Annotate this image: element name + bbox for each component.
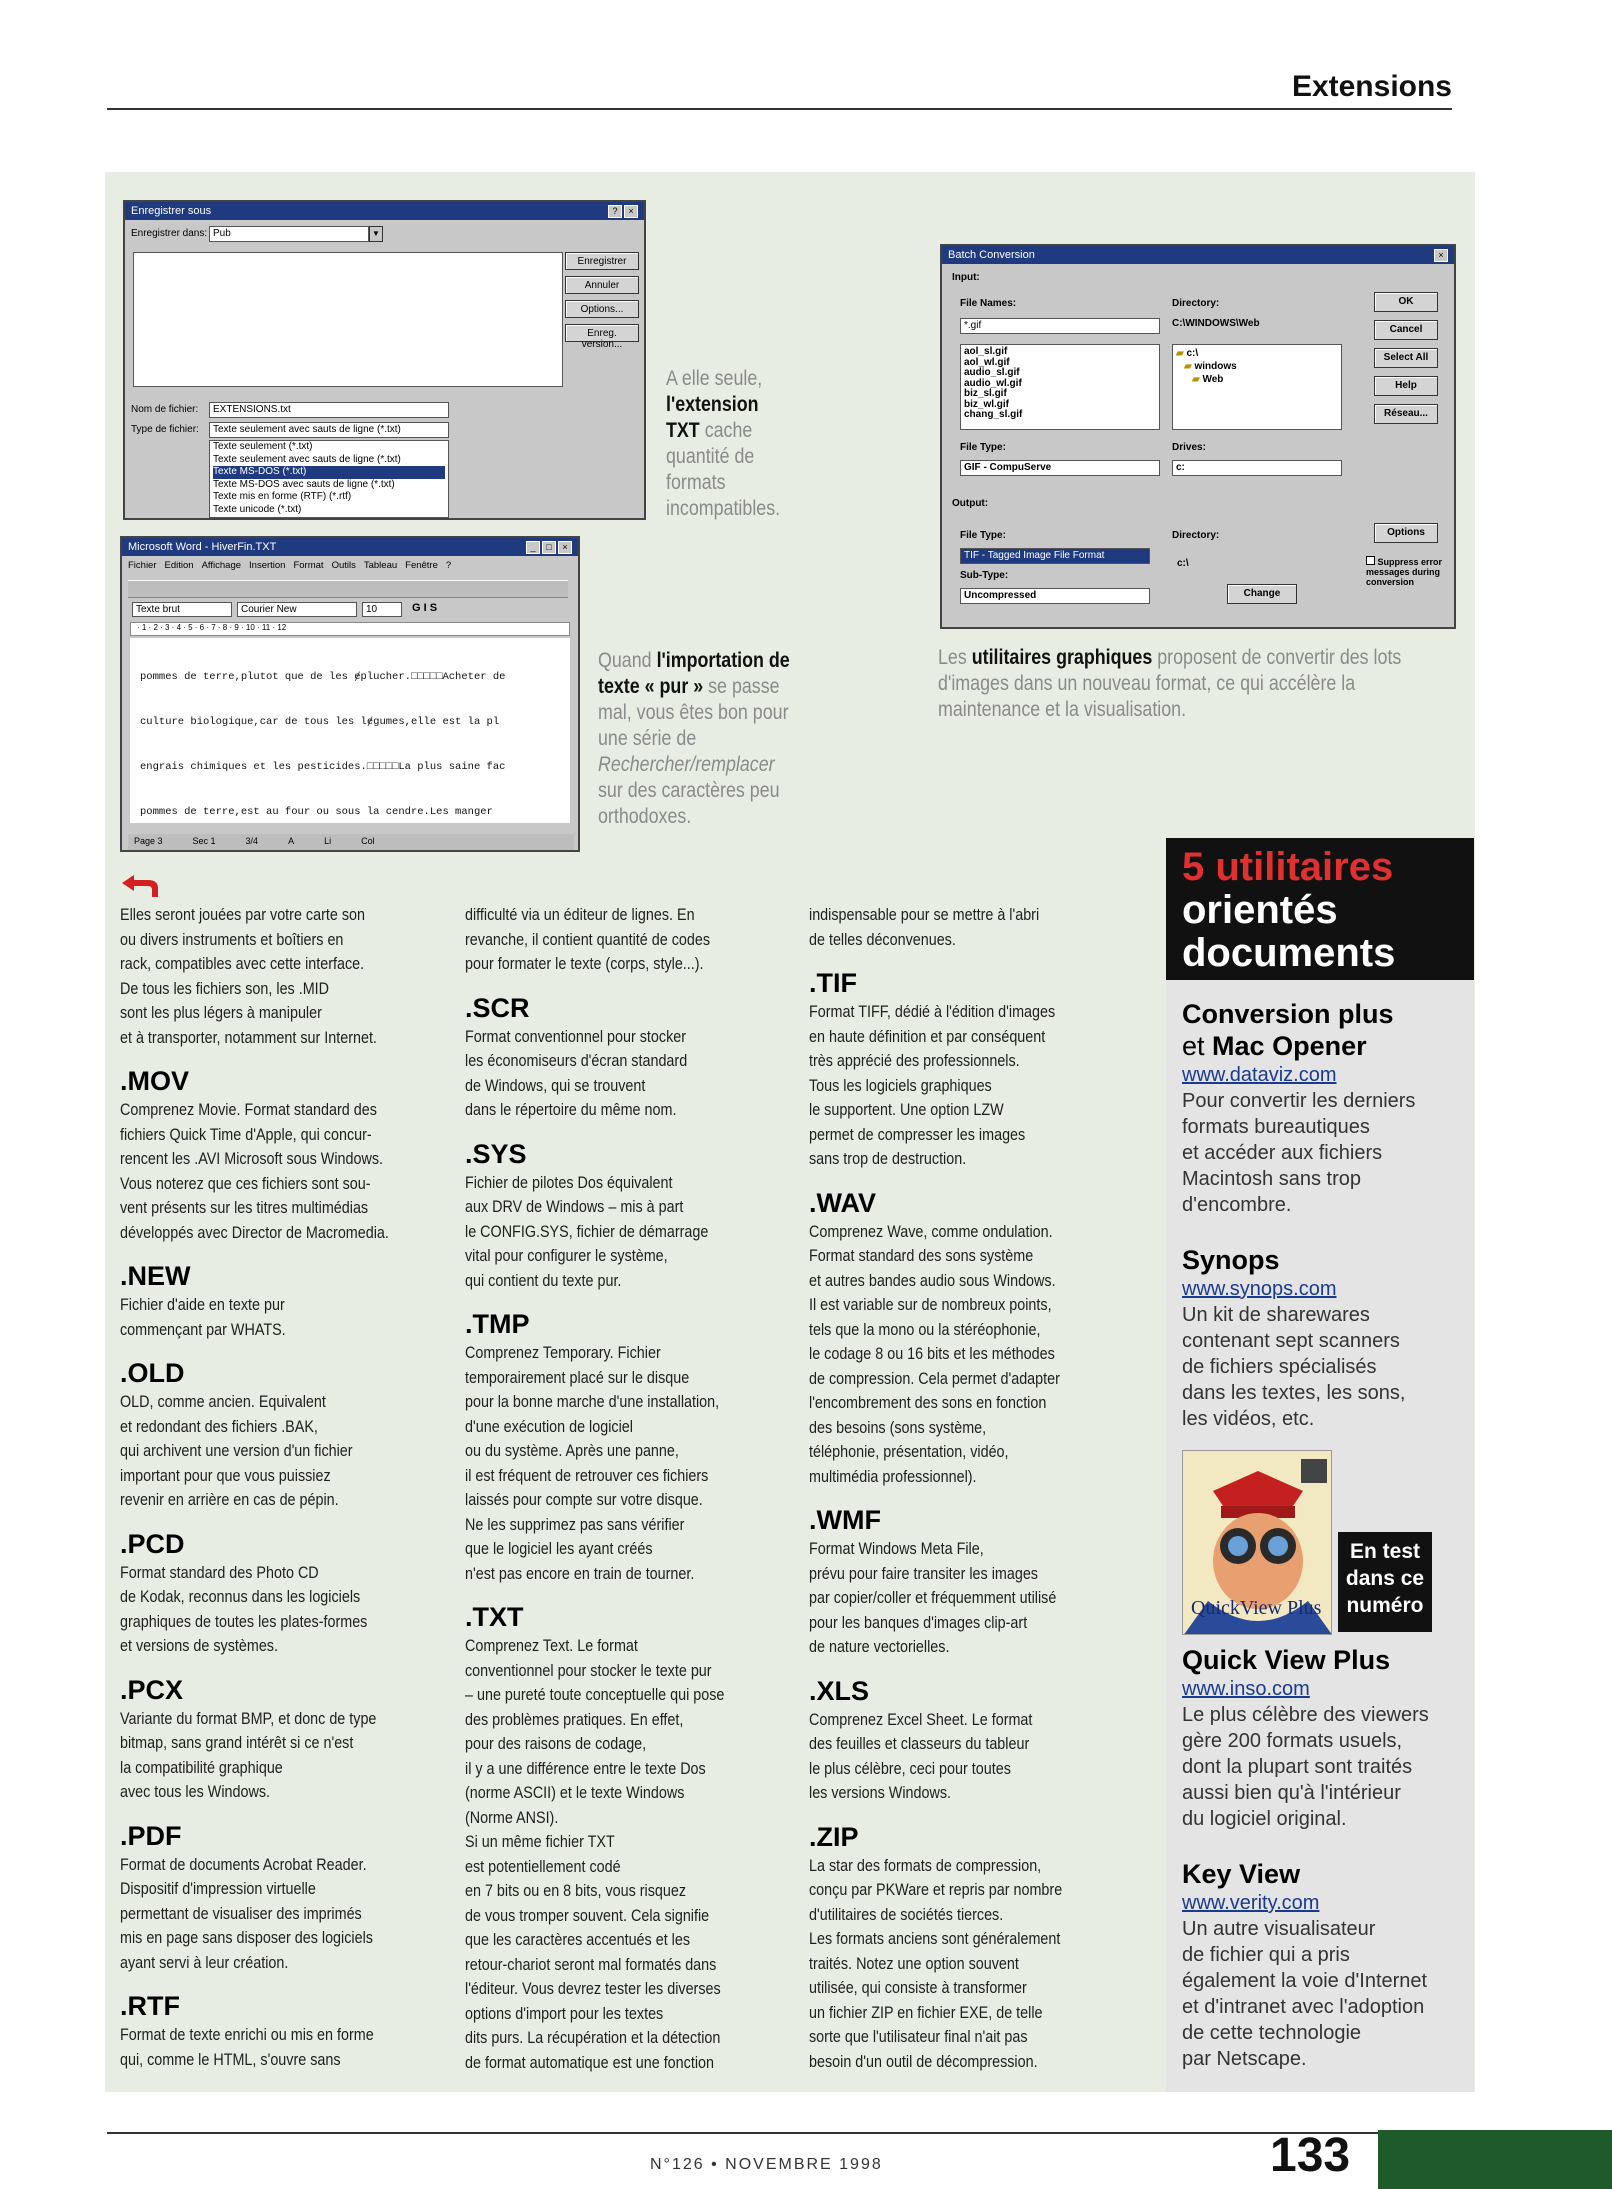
filetype-option: Texte seulement avec sauts de ligne (*.txt) [213, 453, 401, 465]
save-dialog-titlebar [125, 202, 644, 220]
ok-button: OK [1374, 292, 1438, 312]
section-title: Extensions [1291, 70, 1452, 103]
output-options-button: Options [1374, 523, 1438, 543]
save-in-label: Enregistrer dans: [131, 228, 208, 239]
caption-text: Les [938, 646, 967, 669]
file-list-item: chang_sl.gif [964, 409, 1023, 420]
entry-body: Comprenez Movie. Format standard des fichiers Quick Time d'Apple, qui concur- rencent les .AVI Microsoft sous Windows. Vous noterez que ces fichiers sont sou- vent présents sur les titres multimédias développés avec Director de Macromedia. [120, 1101, 389, 1242]
folder-label: Web [1202, 374, 1224, 385]
entry-heading: .XLS [809, 1675, 870, 1706]
size-field: 10 [362, 602, 402, 617]
sidebar-number: 5 [1182, 845, 1205, 889]
word-document-text [140, 640, 560, 852]
filetype-options-list [209, 440, 449, 518]
sub-type-field: Uncompressed [960, 588, 1150, 604]
status-item: 3/4 [245, 836, 259, 846]
drives-label: Drives: [1172, 442, 1206, 453]
page-number: 133 [1270, 2129, 1351, 2182]
file-list-item: audio_sl.gif [964, 367, 1020, 378]
save-dialog-screenshot [123, 200, 646, 520]
status-item: A [288, 836, 295, 846]
word-titlebar [122, 538, 578, 556]
help-icon: ? [608, 205, 622, 218]
entry-body: Comprenez Text. Le format conventionnel pour stocker le texte pur – une pureté toute conceptuelle qui pose des problèmes pratiques. En effet, pour des raisons de codage, il y a une différence entre le texte Dos (norme ASCII) et le texte Windows (Norme ANSI). Si un même fichier TXT est potentiellement codé en 7 bits ou en 8 bits, vous risquez de vous tromper souvent. Cela signifie que les caractères accentués et les retour-chariot seront mal formatés dans l'éditeur. Vous devrez tester les diverses options d'import pour les textes dits purs. La récupération et la détection de format automatique est une fonction [465, 1637, 725, 2072]
menu-item: ? [445, 560, 452, 571]
file-list-item: audio_wl.gif [964, 377, 1022, 389]
close-icon: × [558, 541, 572, 554]
caption-text: A elle seule, [666, 367, 763, 390]
entry-heading: .PDF [120, 1820, 182, 1851]
maximize-icon: □ [542, 541, 556, 554]
column-1 [120, 903, 440, 2072]
save-dialog-title: Enregistrer sous [131, 205, 212, 217]
product-description: Pour convertir les derniers formats bureautiques et accéder aux fichiers Macintosh sans trop d'encombre. [1182, 1090, 1416, 1216]
entry-body: Comprenez Wave, comme ondulation. Format standard des sons système et autres bandes audio sous Windows. Il est variable sur de nombreux points, tels que la mono ou la stéréophonie, le codage 8 ou 16 bits et les méthodes de compression. Cela permet d'adapter l'encombrement des sons en fonction des besoins (sons système, téléphonie, présentation, vidéo, multimédia professionnel). [809, 1222, 1060, 1486]
out-directory-label: Directory: [1172, 530, 1220, 541]
batch-title: Batch Conversion [948, 249, 1035, 261]
caption-text: cache quantité de formats incompatibles. [666, 419, 781, 520]
folder-item [1176, 360, 1338, 373]
suppress-label: Suppress error messages during conversion [1366, 557, 1443, 587]
entry-heading: .TMP [465, 1309, 530, 1339]
product-link[interactable]: www.synops.com [1182, 1278, 1337, 1300]
entry-name [1182, 998, 1467, 1030]
entry-name: Key View [1182, 1859, 1301, 1889]
status-item: Col [361, 836, 375, 846]
quickview-box-label: QuickView Plus [1191, 1597, 1322, 1619]
entry-heading: .PCX [120, 1674, 184, 1705]
file-list-item: biz_wl.gif [964, 398, 1009, 410]
entry-heading: .TIF [809, 968, 857, 998]
product-link[interactable]: www.inso.com [1182, 1678, 1310, 1700]
document-line [140, 850, 560, 852]
cancel-button: Annuler [565, 276, 639, 294]
directory-label: Directory: [1172, 298, 1220, 309]
menu-item: Fichier [128, 560, 157, 571]
entry-heading: .MOV [120, 1066, 190, 1096]
entry-body: La star des formats de compression, conçu par PKWare et repris par nombre d'utilitaires de sociétés tierces. Les formats anciens sont généralement traités. Notez une option souvent utilisée, qui consiste à transformer un fichier ZIP en fichier EXE, de telle sorte que l'utilisateur final n'ait pas besoin d'un outil de décompression. [809, 1856, 1063, 2071]
entry-heading: .WAV [809, 1187, 876, 1218]
product-link[interactable]: www.verity.com [1182, 1892, 1320, 1914]
filetype-label: Type de fichier: [131, 424, 199, 435]
format-buttons: G I S [412, 602, 438, 614]
word-window-screenshot [120, 536, 580, 852]
document-line: pommes de terre,est au four ou sous la cendre.Les manger [140, 806, 493, 818]
directory-value: C:\WINDOWS\Web [1172, 318, 1260, 329]
joiner: et [1182, 1031, 1205, 1061]
menu-item: Edition [164, 560, 194, 571]
entry-heading: .PCD [120, 1528, 185, 1559]
caption-bold: utilitaires graphiques [971, 646, 1153, 669]
entry-body: Fichier de pilotes Dos équivalent aux DRV de Windows – mis à part le CONFIG.SYS, fichier de démarrage vital pour configurer le système, qui contient du texte pur. [465, 1173, 709, 1290]
file-names-field: *.gif [960, 318, 1160, 334]
input-label: Input: [952, 272, 980, 283]
word-title: Microsoft Word - HiverFin.TXT [128, 541, 277, 553]
menu-item: Insertion [249, 560, 286, 571]
continuation-arrow-icon [120, 873, 160, 899]
menu-item: Fenêtre [405, 560, 438, 571]
caption-text: sur des caractères peu orthodoxes. [598, 779, 780, 828]
filetype-option: Texte mis en forme (RTF) (*.rtf) [213, 491, 352, 502]
suppress-checkbox [1366, 556, 1452, 587]
footer-rule [107, 2132, 1382, 2134]
caption-text: Quand [598, 649, 652, 672]
options-button: Options... [565, 300, 639, 318]
folder-icon: ▰ [1192, 374, 1200, 385]
chevron-down-icon: ▼ [369, 226, 383, 242]
folder-icon: ▰ [1184, 361, 1192, 372]
entry-heading: .TXT [465, 1602, 524, 1632]
close-icon: × [1434, 249, 1448, 262]
column-intro: difficulté via un éditeur de lignes. En revanche, il contient quantité de codes pour formater le texte (corps, style...). [465, 906, 711, 973]
column-intro: indispensable pour se mettre à l'abri de telles déconvenues. [809, 906, 1040, 949]
entry-body: Fichier d'aide en texte pur commençant par WHATS. [120, 1296, 286, 1339]
entry-body: Format TIFF, dédié à l'édition d'images en haute définition et par conséquent très apprécié des professionnels. Tous les logiciels graphiques le supportent. Une option LZW permet de compresser les images sans trop de destruction. [809, 1003, 1056, 1168]
entry-name [1182, 1030, 1467, 1062]
file-list [960, 344, 1160, 430]
change-button: Change [1227, 584, 1297, 604]
menu-item: Format [293, 560, 324, 571]
menu-item: Tableau [363, 560, 398, 571]
sidebar-entry-quick-view-plus [1182, 1644, 1467, 1832]
file-type-field: GIF - CompuServe [960, 460, 1160, 476]
caption-bold: l'importation de texte « pur » [598, 649, 790, 698]
caption-text: se passe mal, vous êtes bon pour une série de [598, 675, 789, 750]
menu-item: Affichage [201, 560, 242, 571]
entry-body: Comprenez Excel Sheet. Le format des feuilles et classeurs du tableur le plus célèbre, ceci pour toutes les versions Windows. [809, 1710, 1033, 1802]
document-line: engrais chimiques et les pesticides.□□□□□La plus saine fac [140, 761, 506, 773]
batch-titlebar [942, 246, 1454, 264]
column-3 [809, 903, 1129, 2074]
network-button: Réseau... [1374, 404, 1438, 424]
output-label: Output: [952, 498, 989, 509]
folder-label: c:\ [1186, 348, 1199, 359]
product-link[interactable]: www.dataviz.com [1182, 1064, 1337, 1086]
entry-body: Format Windows Meta File, prévu pour faire transiter les images par copier/coller et fréquemment utilisé pour les banques d'images clip-art de nature vectorielles. [809, 1540, 1057, 1656]
sidebar-entry-conversion-plus [1182, 998, 1467, 1218]
directory-tree [1172, 344, 1342, 430]
column-intro: Elles seront jouées par votre carte son ou divers instruments et boîtiers en rack, compatibles avec cette interface. De tous les fichiers son, les .MID sont les plus légers à manipuler et à transporter, notamment sur Internet. [120, 906, 377, 1047]
sidebar-title-line: documents [1182, 931, 1396, 975]
sidebar-box [1166, 838, 1474, 2092]
font-field: Courier New [237, 602, 357, 617]
entry-body: Format standard des Photo CD de Kodak, reconnus dans les logiciels graphiques de toutes les plates-formes et versions de systèmes. [120, 1563, 368, 1655]
file-names-label: File Names: [960, 298, 1017, 309]
sidebar-title-red: utilitaires [1215, 845, 1394, 889]
footer-color-tab [1378, 2130, 1612, 2189]
save-in-field: Pub [209, 226, 369, 242]
sidebar-heading [1166, 838, 1474, 980]
product-description: Le plus célèbre des viewers gère 200 formats usuels, dont la plupart sont traités aussi bien qu'à l'intérieur du logiciel original. [1182, 1704, 1429, 1830]
in-test-badge: En test dans ce numéro [1338, 1532, 1432, 1632]
entry-body: Format de texte enrichi ou mis en forme qui, comme le HTML, s'ouvre sans [120, 2026, 374, 2069]
out-directory-value: c:\ [1177, 558, 1189, 569]
sub-type-label: Sub-Type: [960, 570, 1009, 581]
document-line: culture biologique,car de tous les lɇgumes,elle est la pl [140, 716, 500, 728]
entry-heading: .RTF [120, 1991, 180, 2021]
word-toolbar [128, 580, 568, 598]
document-line: pommes de terre,plutot que de les ɇplucher.□□□□□Acheter de [140, 671, 506, 683]
style-field: Texte brut [132, 602, 232, 617]
filetype-option: Texte unicode (*.txt) [213, 503, 302, 515]
filename-label: Nom de fichier: [131, 404, 199, 415]
product-description: Un autre visualisateur de fichier qui a pris également la voie d'Internet et d'intranet avec l'adoption de cette technologie par Netscape. [1182, 1918, 1428, 2070]
product-name: Mac Opener [1212, 1031, 1367, 1061]
entry-heading: .SYS [465, 1138, 527, 1169]
caption-graphic [938, 645, 1414, 723]
column-2 [465, 903, 785, 2075]
entry-body: Format de documents Acrobat Reader. Dispositif d'impression virtuelle permettant de visualiser des imprimés mis en page sans disposer des logiciels ayant servi à leur création. [120, 1855, 373, 1972]
entry-heading: .ZIP [809, 1821, 859, 1852]
product-description: Un kit de sharewares contenant sept scanners de fichiers spécialisés dans les textes, les sons, les vidéos, etc. [1182, 1304, 1406, 1430]
folder-item [1176, 347, 1338, 360]
filetype-option-selected: Texte MS-DOS (*.txt) [213, 466, 445, 479]
sidebar-entry-key-view [1182, 1858, 1467, 2072]
entry-heading: .NEW [120, 1261, 191, 1291]
word-menubar [128, 560, 451, 571]
caption-bold: l'extension TXT [666, 393, 759, 442]
menu-item: Outils [331, 560, 356, 571]
product-name: Conversion plus [1182, 999, 1394, 1029]
status-item: Sec 1 [192, 836, 216, 846]
entry-name: Quick View Plus [1182, 1645, 1391, 1675]
status-item: Li [324, 836, 332, 846]
folder-item [1176, 373, 1338, 386]
batch-dialog-screenshot [940, 244, 1456, 629]
file-list-item: aol_wl.gif [964, 356, 1010, 368]
file-list-item: biz_sl.gif [964, 388, 1007, 399]
caption-italic: Rechercher/remplacer [598, 753, 775, 776]
entry-name: Synops [1182, 1245, 1280, 1275]
entry-heading: .WMF [809, 1505, 881, 1535]
sidebar-title-line: orientés [1182, 888, 1338, 932]
issue-info: N°126 • NOVEMBRE 1998 [650, 2156, 883, 2173]
close-icon: × [624, 205, 638, 218]
entry-body: Format conventionnel pour stocker les économiseurs d'écran standard de Windows, qui se trouvent dans le répertoire du même nom. [465, 1027, 688, 1119]
out-file-type-field: TIF - Tagged Image File Format [960, 548, 1150, 564]
cancel-button: Cancel [1374, 320, 1438, 340]
word-ruler: · 1 · 2 · 3 · 4 · 5 · 6 · 7 · 8 · 9 · 10 · 11 · 12 [130, 622, 570, 636]
folder-label: windows [1194, 361, 1237, 372]
sidebar-entry-synops [1182, 1244, 1467, 1432]
out-file-type-label: File Type: [960, 530, 1006, 541]
caption-txt [666, 366, 794, 522]
entry-heading: .SCR [465, 992, 530, 1023]
filetype-option: Texte seulement (*.txt) [213, 441, 313, 452]
header-rule [107, 108, 1452, 110]
entry-body: Comprenez Temporary. Fichier temporairement placé sur le disque pour la bonne marche d'une installation, d'une exécution de logiciel ou du système. Après une panne, il est fréquent de retrouver ces fichiers laissés pour compte sur votre disque. Ne les supprimez pas sans vérifier que le logiciel les ayant créés n'est pas encore en train de tourner. [465, 1344, 720, 1583]
help-button: Help [1374, 376, 1438, 396]
drives-field: c: [1172, 460, 1342, 476]
folder-icon: ▰ [1176, 348, 1184, 359]
select-all-button: Select All [1374, 348, 1438, 368]
filetype-option: Texte MS-DOS avec sauts de ligne (*.txt) [213, 478, 395, 490]
checkbox-icon [1366, 556, 1375, 565]
save-file-list [133, 252, 563, 387]
status-item: Page 3 [134, 836, 163, 846]
caption-text: proposent de convertir des lots d'images dans un nouveau format, ce qui accélère la maintenance et la visualisation. [938, 646, 1402, 721]
file-list-item: aol_sl.gif [964, 346, 1008, 357]
filetype-field: Texte seulement avec sauts de ligne (*.txt) [209, 422, 449, 438]
minimize-icon: _ [526, 541, 540, 554]
save-button: Enregistrer [565, 252, 639, 270]
quickview-product-box [1182, 1450, 1332, 1635]
entry-body: OLD, comme ancien. Equivalent et redondant des fichiers .BAK, qui archivent une version d'un fichier important pour que vous puissiez revenir en arrière en cas de pépin. [120, 1393, 353, 1509]
entry-body: Variante du format BMP, et donc de type bitmap, sans grand intérêt si ce n'est la compatibilité graphique avec tous les Windows. [120, 1709, 377, 1801]
entry-heading: .OLD [120, 1358, 185, 1388]
file-type-label: File Type: [960, 442, 1006, 453]
save-version-button: Enreg. version... [565, 324, 639, 342]
caption-import [598, 648, 802, 830]
word-statusbar [128, 834, 574, 850]
filename-field: EXTENSIONS.txt [209, 402, 449, 418]
